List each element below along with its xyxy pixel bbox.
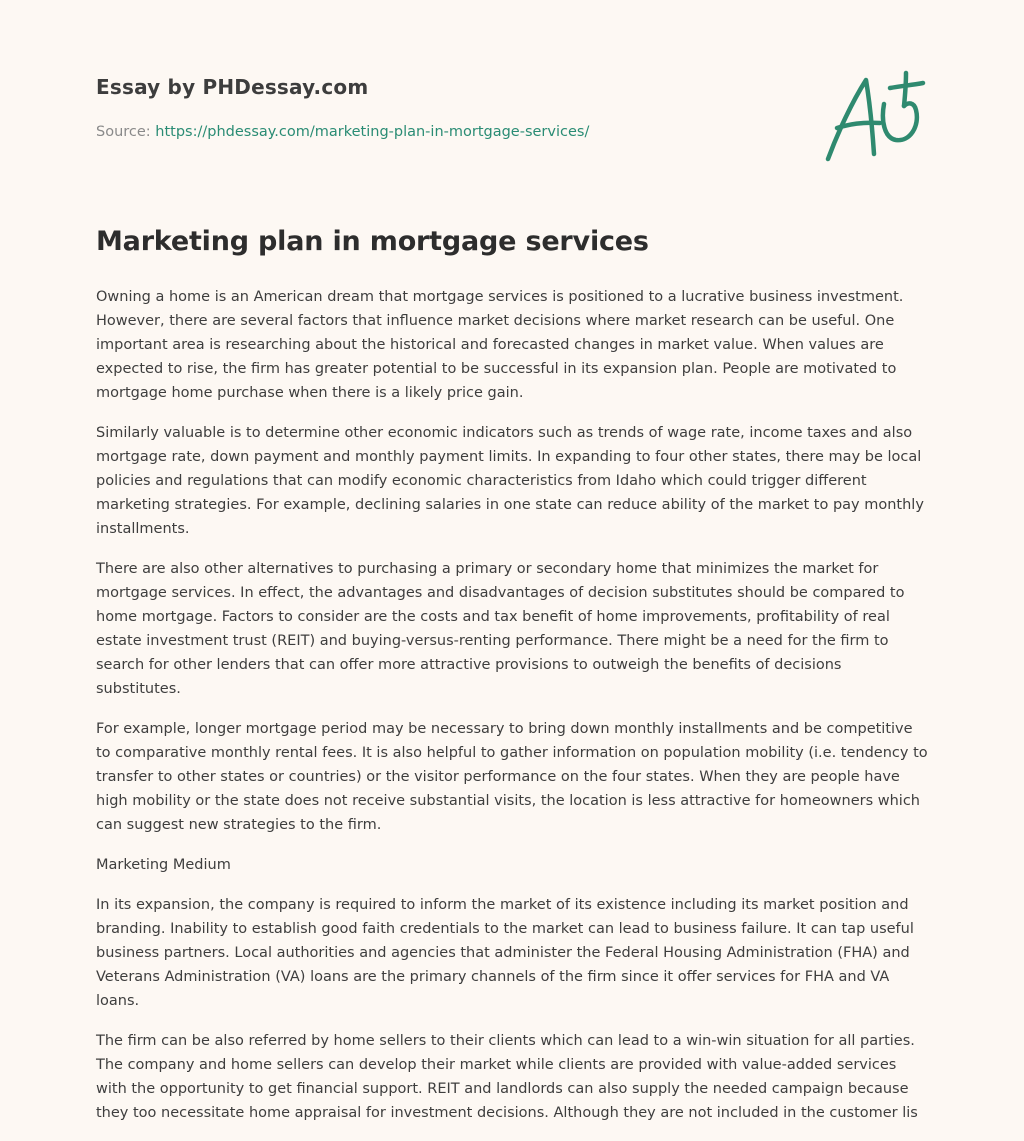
essay-paragraph: In its expansion, the company is required to inform the market of its existence including its market position and branding. Inability to establish good faith credentials to the market can lead to business failure. It can tap useful business partners. Local authorities and agencies that administer the Federal Housing Administration (FHA) and Veterans Administration (VA) loans are the primary channels of the firm since it offer services for FHA and VA loans. xyxy=(96,897,914,1009)
source-label: Source: xyxy=(96,124,156,140)
brand-title: Essay by PHDessay.com xyxy=(96,75,369,99)
site-header xyxy=(96,0,930,190)
essay-paragraph: There are also other alternatives to purchasing a primary or secondary home that minimizes the market for mortgage services. In effect, the advantages and disadvantages of decision substitutes should be compared to home mortgage. Factors to consider are the costs and tax benefit of home improvements, profitability of real estate investment trust (REIT) and buying-versus-renting performance. There might be a need for the firm to search for other lenders that can offer more attractive provisions to outweigh the benefits of decisions substitutes. xyxy=(96,561,905,697)
source-link[interactable]: https://phdessay.com/marketing-plan-in-mortgage-services/ xyxy=(155,124,590,140)
essay-paragraph: The firm can be also referred by home sellers to their clients which can lead to a win-win situation for all parties. The company and home sellers can develop their market while clients are provided with value-added services with the opportunity to get financial support. REIT and landlords can also supply the needed campaign because they too necessitate home appraisal for investment decisions. Although they are not included in the customer lis xyxy=(96,1033,918,1121)
a-plus-grade-icon xyxy=(824,68,926,164)
essay-paragraph: For example, longer mortgage period may be necessary to bring down monthly installments and be competitive to comparative monthly rental fees. It is also helpful to gather information on population mobility (i.e. tendency to transfer to other states or countries) or the visitor performance on the four states. When they are people have high mobility or the state does not receive substantial visits, the location is less attractive for homeowners which can suggest new strategies to the firm. xyxy=(96,721,928,833)
essay-body xyxy=(96,285,930,1141)
essay-paragraph: Similarly valuable is to determine other economic indicators such as trends of wage rate, income taxes and also mortgage rate, down payment and monthly payment limits. In expanding to four other states, there may be local policies and regulations that can modify economic characteristics from Idaho which could trigger different marketing strategies. For example, declining salaries in one state can reduce ability of the market to pay monthly installments. xyxy=(96,425,924,537)
essay-page xyxy=(96,0,930,1121)
section-heading: Marketing Medium xyxy=(96,857,231,873)
source-line xyxy=(96,124,589,140)
essay-paragraph: Owning a home is an American dream that mortgage services is positioned to a lucrative business investment. However, there are several factors that influence market decisions where market research can be useful. One important area is researching about the historical and forecasted changes in market value. When values are expected to rise, the firm has greater potential to be successful in its expansion plan. People are motivated to mortgage home purchase when there is a likely price gain. xyxy=(96,289,904,401)
essay-title: Marketing plan in mortgage services xyxy=(96,226,649,257)
